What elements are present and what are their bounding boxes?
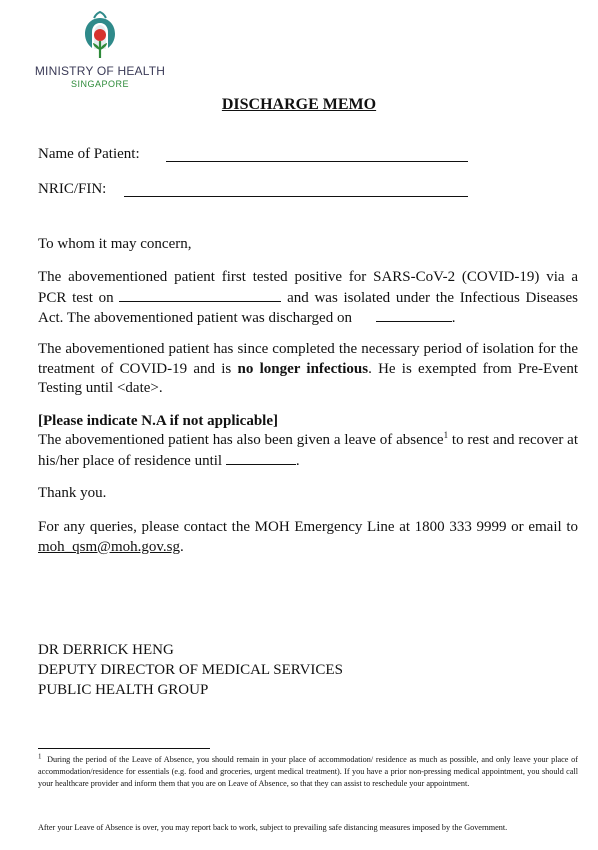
p1-text-c: . bbox=[451, 310, 456, 326]
signatory-name: DR DERRICK HENG bbox=[38, 642, 174, 658]
footnote-text: During the period of the Leave of Absence, you should remain in your place of accommodation/ residence as much as possible, and only leave your place of accommodation/residence for essentials (e.g. food and groceries, urgent medical treatment). If you have a prior non-pressing medical appointment, you should call your healthcare provider and inform them that you are on Leave of Absence, so that they can assist to reschedule your appointment. bbox=[38, 755, 579, 788]
footnote-divider bbox=[38, 748, 210, 749]
na-instruction: [Please indicate N.A if not applicable] bbox=[38, 413, 278, 429]
p3-text-c: . bbox=[295, 452, 300, 469]
paragraph-test-info bbox=[38, 268, 578, 329]
contact-text-b: . bbox=[180, 538, 184, 555]
paragraph-isolation bbox=[38, 340, 578, 399]
salutation: To whom it may concern, bbox=[38, 236, 192, 252]
test-date-blank bbox=[119, 288, 281, 302]
footnote-ref: 1 bbox=[443, 430, 449, 440]
signatory-group: PUBLIC HEALTH GROUP bbox=[38, 682, 209, 698]
p1-text-a: The abovementioned patient first tested positive for SARS-CoV-2 (COVID-19) via a PCR test on bbox=[38, 269, 578, 306]
footnote bbox=[38, 754, 578, 790]
contact-email-link[interactable]: moh_qsm@moh.gov.sg bbox=[38, 538, 181, 555]
contact-text-a: For any queries, please contact the MOH Emergency Line at 1800 333 9999 or email to bbox=[38, 519, 578, 535]
org-name: MINISTRY OF HEALTH bbox=[34, 64, 166, 78]
org-subtitle: SINGAPORE bbox=[70, 79, 129, 89]
leave-end-blank bbox=[226, 451, 296, 465]
nric-label: NRIC/FIN: bbox=[38, 181, 107, 197]
paragraph-leave bbox=[38, 431, 578, 471]
p2-text-a: The abovementioned patient has since completed the necessary period of isolation for the treatment of COVID-19 and is bbox=[38, 341, 578, 377]
p2-text-b: . He is exempted from Pre-Event Testing until <date>. bbox=[38, 360, 578, 396]
thanks-line: Thank you. bbox=[38, 485, 107, 501]
discharge-date-blank bbox=[376, 308, 452, 322]
p1-text-b: and was isolated under the Infectious Diseases Act. The abovementioned patient was discharged on bbox=[38, 289, 578, 326]
closing-note: After your Leave of Absence is over, you may report back to work, subject to prevailing safe distancing measures imposed by the Government. bbox=[38, 823, 508, 832]
moh-flower-emblem-icon bbox=[80, 10, 120, 60]
p3-text-a: The abovementioned patient has also been given a leave of absence bbox=[38, 432, 444, 448]
moh-logo bbox=[30, 10, 170, 89]
patient-name-label: Name of Patient: bbox=[38, 146, 140, 162]
p2-bold-text: no longer infectious bbox=[237, 360, 369, 377]
signatory-title: DEPUTY DIRECTOR OF MEDICAL SERVICES bbox=[38, 662, 343, 678]
footnote-marker: 1 bbox=[38, 752, 42, 761]
patient-name-line bbox=[166, 161, 468, 162]
nric-line bbox=[124, 196, 468, 197]
p3-text-b: to rest and recover at his/her place of residence until bbox=[38, 432, 578, 469]
page-title: DISCHARGE MEMO bbox=[221, 96, 377, 113]
paragraph-contact bbox=[38, 518, 578, 557]
